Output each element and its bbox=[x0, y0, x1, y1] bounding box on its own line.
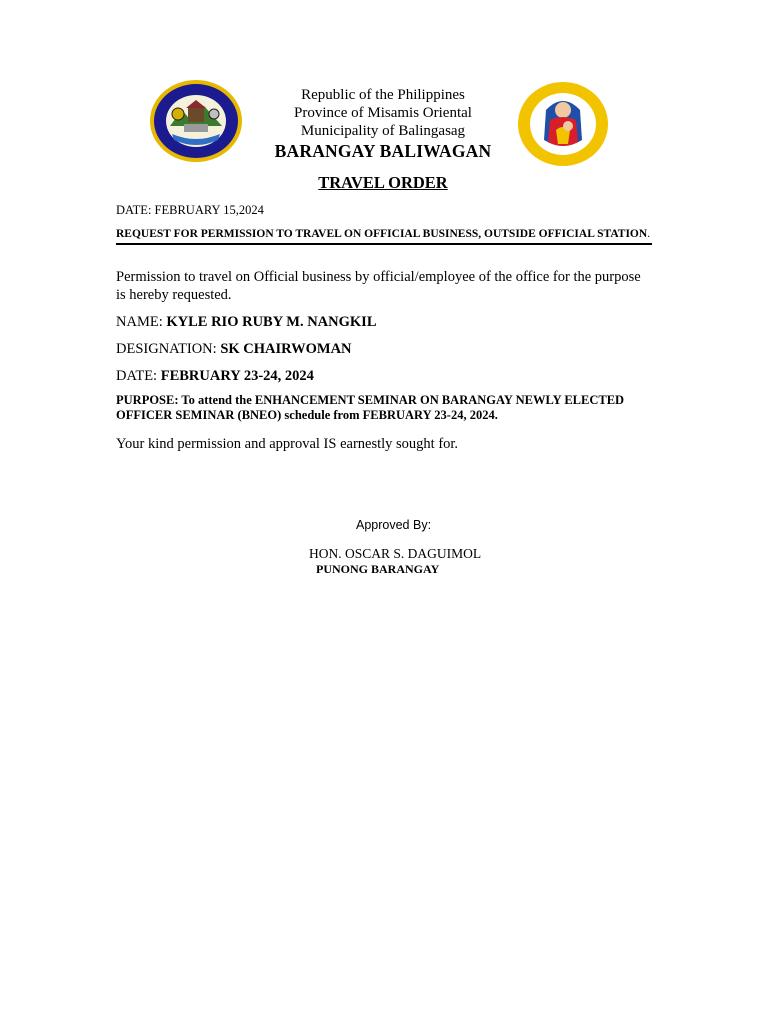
signatory-title: PUNONG BARANGAY bbox=[316, 562, 440, 576]
travel-date-label: DATE: bbox=[116, 368, 161, 384]
sangguniang-kabataan-seal-icon bbox=[516, 80, 610, 168]
purpose-paragraph: PURPOSE: To attend the ENHANCEMENT SEMINAR ON BARANGAY NEWLY ELECTED OFFICER SEMINAR (BNEO) schedule from FEBRUARY 23-24, 2024. bbox=[116, 393, 625, 422]
letterhead bbox=[250, 86, 516, 162]
province-line: Province of Misamis Oriental bbox=[294, 105, 472, 121]
municipality-line: Municipality of Balingasag bbox=[300, 123, 466, 139]
name-label: NAME: bbox=[116, 314, 167, 330]
travel-date-value: FEBRUARY 23-24, 2024 bbox=[160, 368, 314, 384]
designation-line bbox=[116, 340, 652, 358]
country-line: Republic of the Philippines bbox=[301, 87, 465, 103]
name-line bbox=[116, 313, 652, 331]
closing-paragraph: Your kind permission and approval IS earnestly sought for. bbox=[116, 436, 459, 452]
barangay-name: BARANGAY BALIWAGAN bbox=[274, 141, 492, 161]
designation-label: DESIGNATION: bbox=[116, 341, 221, 357]
barangay-seal-icon bbox=[148, 78, 244, 164]
permission-paragraph: Permission to travel on Official business by official/employee of the office for the purpose is hereby requested. bbox=[116, 269, 641, 303]
designation-value: SK CHAIRWOMAN bbox=[220, 341, 352, 357]
request-heading-period: . bbox=[647, 228, 651, 240]
approved-by-label: Approved By: bbox=[356, 518, 432, 532]
travel-date-line bbox=[116, 367, 652, 385]
document-title: TRAVEL ORDER bbox=[318, 173, 448, 192]
name-value: KYLE RIO RUBY M. NANGKIL bbox=[166, 314, 377, 330]
request-heading bbox=[116, 227, 652, 245]
document-date: DATE: FEBRUARY 15,2024 bbox=[116, 203, 264, 217]
request-heading-text: REQUEST FOR PERMISSION TO TRAVEL ON OFFICIAL BUSINESS, OUTSIDE OFFICIAL STATION bbox=[116, 228, 648, 240]
signatory-name: HON. OSCAR S. DAGUIMOL bbox=[309, 546, 482, 561]
